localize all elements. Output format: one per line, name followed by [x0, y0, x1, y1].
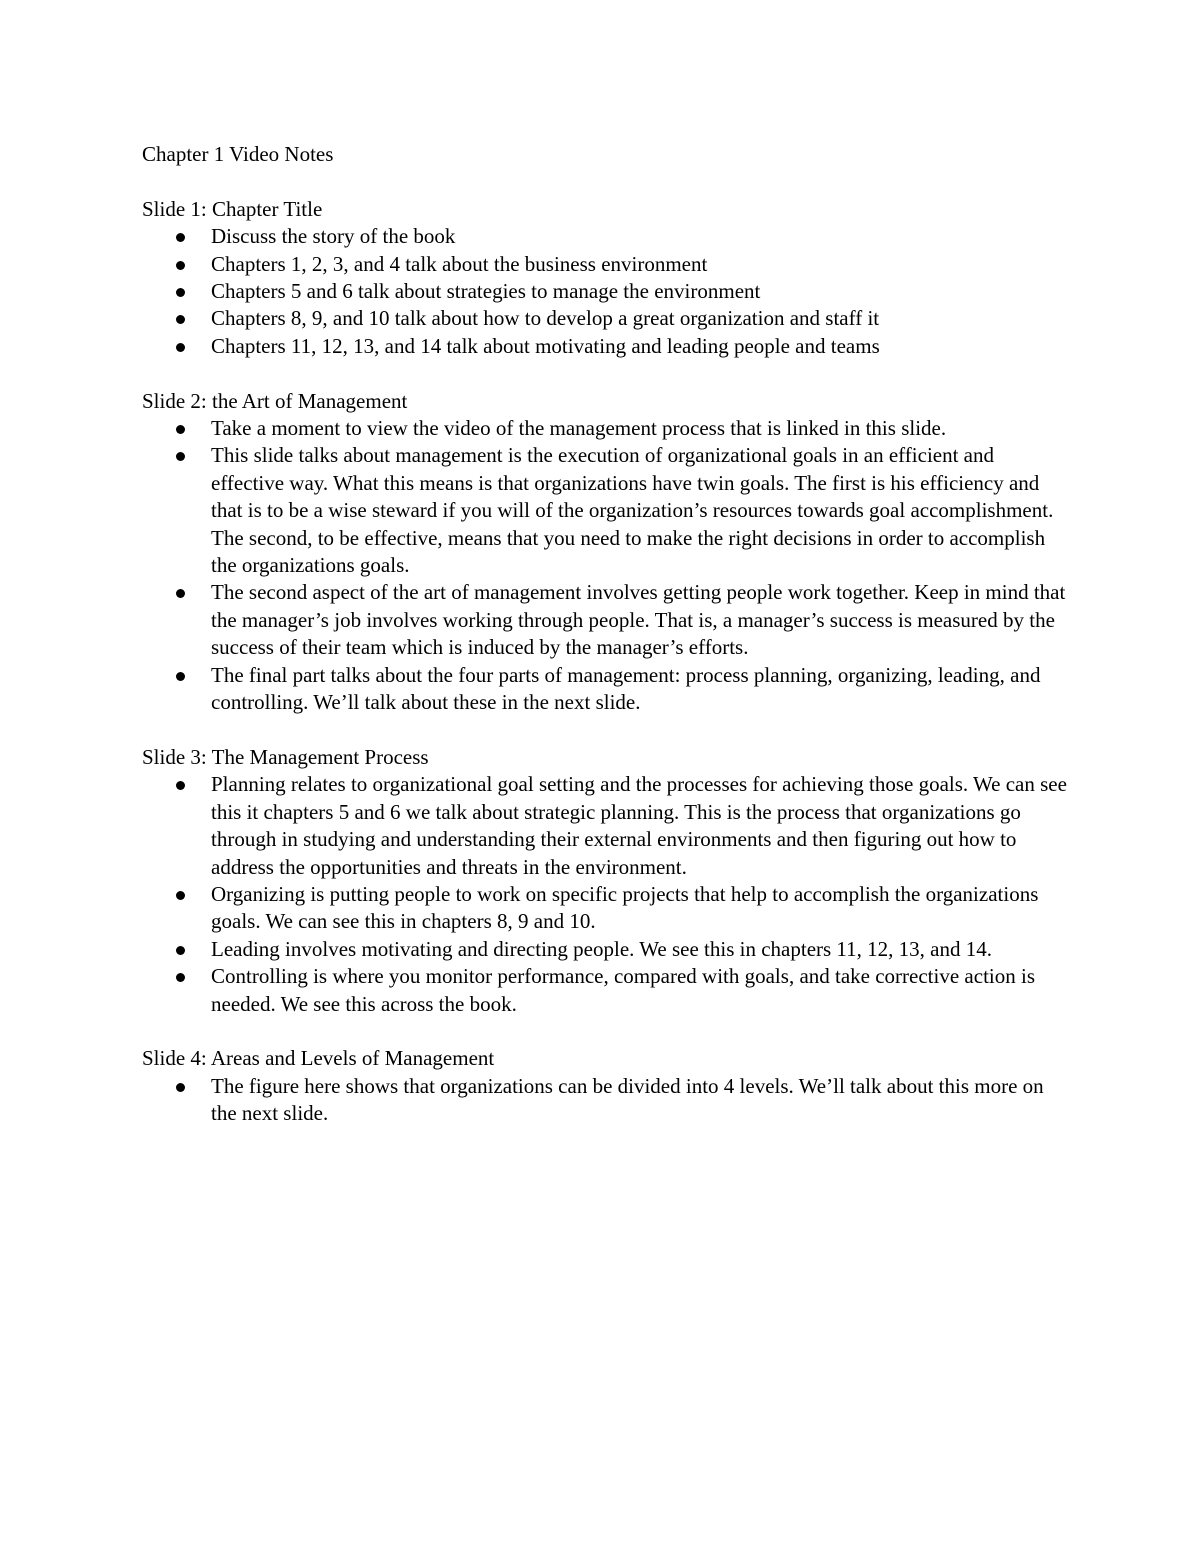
section-heading: Slide 4: Areas and Levels of Management [142, 1046, 495, 1071]
bullet-item: Leading involves motivating and directing people. We see this in chapters 11, 12, 13, and 14. [211, 936, 1067, 963]
document-title: Chapter 1 Video Notes [142, 142, 334, 166]
bullet-item: Chapters 5 and 6 talk about strategies to manage the environment [211, 278, 1067, 305]
bullet-item: This slide talks about management is the execution of organizational goals in an efficient and effective way. What this means is that organizations have twin goals. The first is his efficiency and that is to be a wise steward if you will of the organization’s resources towards goal accomplishment. The second, to be effective, means that you need to make the right decisions in order to accomplish the organizations goals. [211, 442, 1067, 579]
bullet-item: Discuss the story of the book [211, 223, 1067, 250]
document-page [142, 141, 1067, 1155]
bullet-list [142, 415, 1067, 716]
bullet-item: The second aspect of the art of management involves getting people work together. Keep in mind that the manager’s job involves working through people. That is, a manager’s success is measured by the success of their team which is induced by the manager’s efforts. [211, 579, 1067, 661]
bullet-item: The final part talks about the four parts of management: process planning, organizing, leading, and controlling. We’ll talk about these in the next slide. [211, 662, 1067, 717]
section-slide-3 [142, 744, 1067, 1018]
bullet-item: Chapters 8, 9, and 10 talk about how to develop a great organization and staff it [211, 305, 1067, 332]
bullet-item: Take a moment to view the video of the management process that is linked in this slide. [211, 415, 1067, 442]
bullet-item: Chapters 1, 2, 3, and 4 talk about the business environment [211, 251, 1067, 278]
bullet-item: Chapters 11, 12, 13, and 14 talk about motivating and leading people and teams [211, 333, 1067, 360]
bullet-item: Organizing is putting people to work on specific projects that help to accomplish the organizations goals. We can see this in chapters 8, 9 and 10. [211, 881, 1067, 936]
bullet-list [142, 223, 1067, 360]
bullet-item: Planning relates to organizational goal setting and the processes for achieving those goals. We can see this it chapters 5 and 6 we talk about strategic planning. This is the process that organizations go through in studying and understanding their external environments and then figuring out how to address the opportunities and threats in the environment. [211, 771, 1067, 881]
bullet-list [142, 1073, 1067, 1128]
section-heading: Slide 1: Chapter Title [142, 196, 323, 221]
bullet-item: Controlling is where you monitor performance, compared with goals, and take corrective action is needed. We see this across the book. [211, 963, 1067, 1018]
bullet-list [142, 771, 1067, 1018]
section-slide-2 [142, 388, 1067, 717]
bullet-item: The figure here shows that organizations can be divided into 4 levels. We’ll talk about this more on the next slide. [211, 1073, 1067, 1128]
section-heading: Slide 3: The Management Process [142, 744, 429, 769]
section-heading: Slide 2: the Art of Management [142, 388, 408, 413]
section-slide-1 [142, 196, 1067, 360]
section-slide-4 [142, 1045, 1067, 1127]
